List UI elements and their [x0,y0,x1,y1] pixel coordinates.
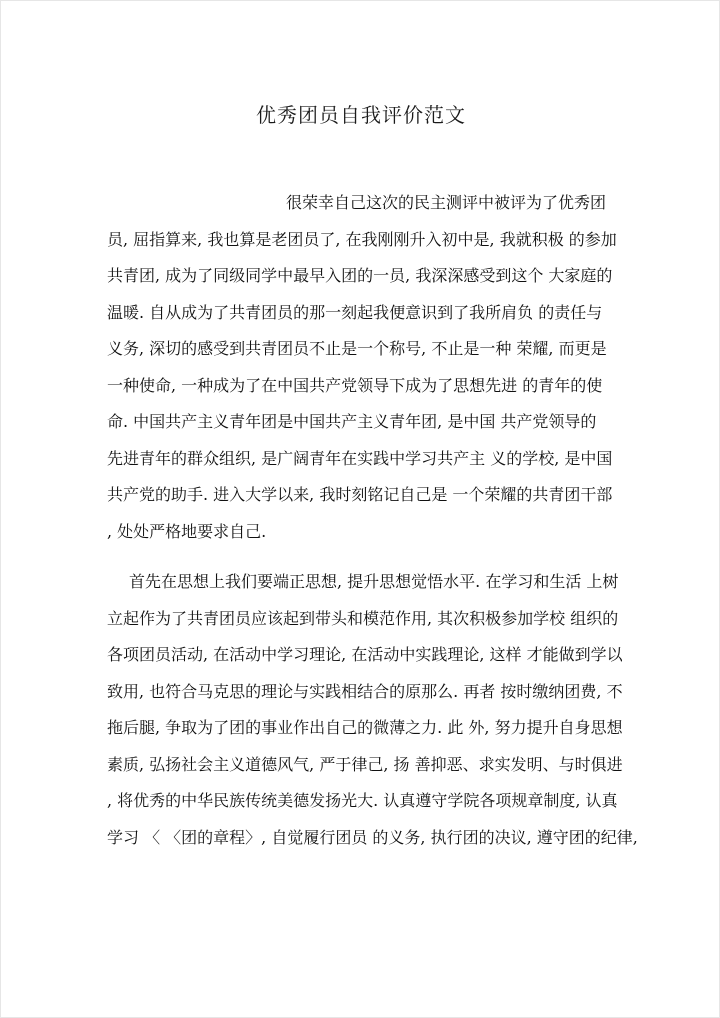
text-line: 各项团员活动, 在活动中学习理论, 在活动中实践理论, 这样 才能做到学以 [107,645,623,664]
text-line: 共青团, 成为了同级同学中最早入团的一员, 我深深感受到这个 大家庭的 [107,266,613,285]
text-line: 素质, 弘扬社会主义道德风气, 严于律己, 扬 善抑恶、求实发明、与时俱进 [107,754,623,774]
paragraph-2 [107,564,638,856]
text-line: 致用, 也符合马克思的理论与实践相结合的原那么. 再者 按时缴纳团费, 不 [107,681,623,701]
text-line: 温暖. 自从成为了共青团员的那一刻起我便意识到了我所肩负 的责任与 [107,302,603,322]
document-title: 优秀团员自我评价范文 [256,103,466,127]
text-line: 拖后腿, 争取为了团的事业作出自己的微薄之力. 此 外, 努力提升自身思想 [107,718,623,737]
text-line: 先进青年的群众组织, 是广阔青年在实践中学习共产主 义的学校, 是中国 [107,448,613,468]
text-line: 立起作为了共青团员应该起到带头和模范作用, 其次积极参加学校 组织的 [107,608,619,628]
text-line: , 将优秀的中华民族传统美德发扬光大. 认真遵守学院各项规章制度, 认真 [107,791,618,810]
text-line: 共产党的助手. 进入大学以来, 我时刻铭记自己是 一个荣耀的共青团干部 [107,485,613,504]
text-line: 首先在思想上我们要端正思想, 提升思想觉悟水平. 在学习和生活 上树 [129,572,619,591]
text-line: 义务, 深切的感受到共青团员不止是一个称号, 不止是一种 荣耀, 而更是 [107,339,607,358]
text-line: 命. 中国共产主义青年团是中国共产主义青年团, 是中国 共产党领导的 [107,412,597,431]
text-line: 很荣幸自己这次的民主测评中被评为了优秀团 [286,193,607,212]
text-line: 员, 屈指算来, 我也算是老团员了, 在我刚刚升入初中是, 我就积极 的参加 [107,229,617,249]
text-line: 学习 〈 〈团的章程〉, 自觉履行团员 的义务, 执行团的决议, 遵守团的纪律, [107,827,638,847]
paragraph-1 [107,185,622,550]
text-line: 一种使命, 一种成为了在中国共产党领导下成为了思想先进 的青年的使 [107,375,603,395]
text-line: , 处处严格地要求自己. [107,521,267,541]
